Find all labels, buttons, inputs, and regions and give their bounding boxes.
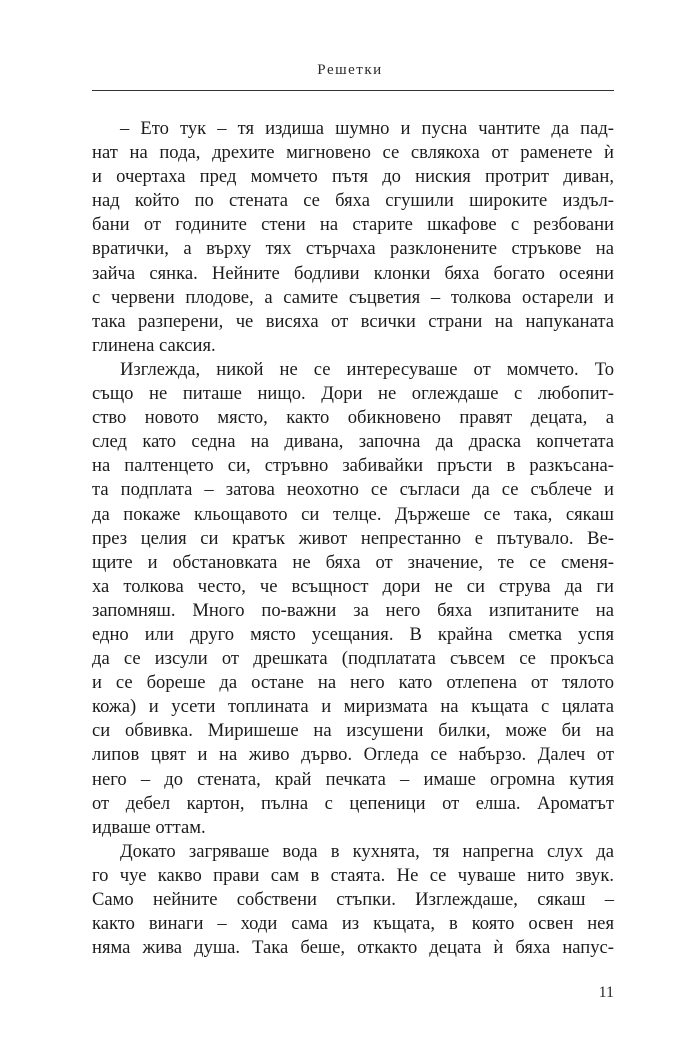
- running-header: Решетки: [317, 62, 383, 78]
- text-line: едно или друго място усещания. В крайна сметка успя: [92, 623, 614, 645]
- text-line: на палтенцето си, стръвно забивайки пръсти в разкъсана-: [92, 455, 614, 477]
- text-line: го чуе какво прави сам в стаята. Не се чуваше нито звук.: [92, 864, 614, 886]
- text-line: Само нейните собствени стъпки. Изглеждаше, сякаш –: [92, 889, 614, 910]
- text-line: през целия си кратък живот непрестанно е пътувало. Ве-: [92, 527, 614, 549]
- page-number: 11: [598, 984, 614, 1001]
- text-line: както винаги – ходи сама из къщата, в която освен нея: [92, 913, 614, 935]
- text-line: и се бореше да остане на него като отлепена от тялото: [92, 672, 614, 694]
- text-line: да покаже кльощавото си телце. Държеше се така, сякаш: [92, 503, 614, 525]
- text-line: нат на пода, дрехите мигновено се свлякоха от раменете ѝ: [92, 142, 614, 164]
- text-line: липов цвят и на живо дърво. Огледа се набързо. Далеч от: [92, 744, 614, 766]
- text-line: след като седна на дивана, започна да драска копчетата: [92, 431, 614, 453]
- text-line: запомняш. Много по-важни за него бяха изпитаните на: [92, 599, 614, 621]
- text-line: над който по стената се бяха сгушили широките издъл-: [92, 190, 614, 212]
- text-line: бани от годините стени на старите шкафове с резбовани: [92, 214, 614, 236]
- text-line: така разперени, че висяха от всички страни на напуканата: [92, 310, 614, 332]
- text-line: и очертаха пред момчето пътя до ниския протрит диван,: [92, 166, 614, 188]
- text-line: да се изсули от дрешката (подплатата съвсем се прокъса: [92, 648, 614, 670]
- text-line: щите и обстановката не бяха от значение, те се сменя-: [92, 551, 614, 573]
- text-line: глинена саксия.: [92, 334, 216, 356]
- text-line: ха толкова често, че всъщност дори не си струва да ги: [92, 575, 614, 597]
- text-line: кожа) и усети топлината и миризмата на къщата с цялата: [92, 696, 614, 718]
- text-line: си обвивка. Миришеше на изсушени билки, може би на: [92, 720, 614, 742]
- text-line: идваше оттам.: [92, 816, 206, 838]
- body-text: [92, 117, 614, 960]
- header-rule: [92, 90, 614, 91]
- text-line: Изглежда, никой не се интересуваше от момчето. То: [120, 358, 614, 380]
- text-line: също не питаше нищо. Дори не оглеждаше с любопит-: [92, 383, 614, 405]
- text-line: вратички, а върху тях стърчаха разклонените стръкове на: [92, 238, 614, 260]
- text-line: Докато загряваше вода в кухнята, тя напрегна слух да: [120, 840, 614, 862]
- text-line: него – до стената, край печката – имаше огромна кутия: [92, 768, 614, 790]
- text-line: – Ето тук – тя издиша шумно и пусна чантите да пад-: [120, 118, 614, 139]
- text-line: ство новото място, както обикновено правят децата, а: [92, 407, 614, 429]
- text-line: с червени плодове, а самите съцветия – толкова остарели и: [92, 286, 614, 308]
- text-line: та подплата – затова неохотно се съгласи да се съблече и: [92, 479, 614, 501]
- text-line: от дебел картон, пълна с цепеници от елша. Ароматът: [92, 792, 614, 814]
- text-line: зайча сянка. Нейните бодливи клонки бяха богато осеяни: [92, 262, 614, 284]
- text-line: няма жива душа. Така беше, откакто децата ѝ бяха напус-: [92, 937, 614, 959]
